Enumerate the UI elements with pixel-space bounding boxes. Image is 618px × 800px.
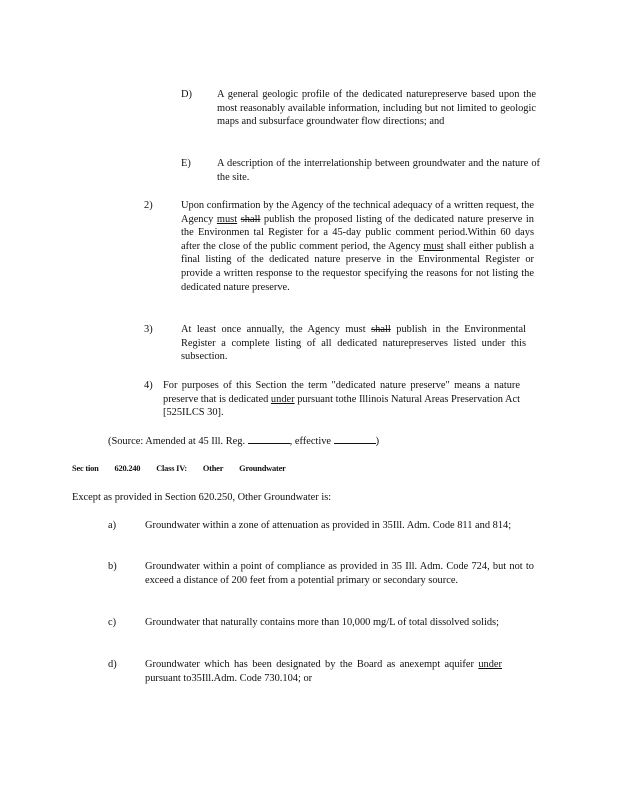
item-d-text-part: pursuant to35Ill.Adm. Code 730.104; or xyxy=(145,672,313,684)
item-label-2: 2) xyxy=(144,200,153,211)
item-text-c: Groundwater that naturally contains more than 10,000 mg/L of total dissolved solids; xyxy=(145,617,499,628)
item-label-d-lower: d) xyxy=(108,659,117,670)
item-text-4 xyxy=(163,379,520,420)
item-d-text-part: Groundwater which has been designated by the Board as anexempt aquifer xyxy=(145,659,479,670)
item-text-e-upper: A description of the interrelationship between groundwater and the nature of the site. xyxy=(217,158,540,183)
section-number: 620.240 xyxy=(114,464,141,473)
section-word: Sec tion xyxy=(72,464,99,473)
item-label-a: a) xyxy=(108,520,117,531)
source-text: ) xyxy=(375,436,380,447)
item3-text-part: publish in the Environmental Register a complete listing of all dedicated naturepreserves listed under this subsection. xyxy=(181,324,527,363)
item-label-e-upper: E) xyxy=(181,158,191,169)
item-label-3: 3) xyxy=(144,324,153,335)
item4-text-part: For purposes of this Section the term "dedicated nature preserve" means a nature preserve that is dedicated xyxy=(163,380,520,405)
item-label-c: c) xyxy=(108,617,117,628)
item-text-d-lower xyxy=(145,658,502,685)
item-text-3 xyxy=(181,323,526,364)
blank-line xyxy=(334,434,376,444)
item2-text-part: shall either publish a final listing of the dedicated nature preserve in the Environmental Register or provide a written response to the requestor specifying the reasons for not listing the dedicated nature preserve. xyxy=(181,240,534,293)
item-text-a: Groundwater within a zone of attenuation as provided in 35Ill. Adm. Code 811 and 814; xyxy=(145,520,512,531)
item3-text-part: At least once annually, the Agency must xyxy=(181,324,372,335)
item-label-b: b) xyxy=(108,561,117,572)
item4-text-part: pursuant tothe Illinois Natural Areas Preservation Act [525ILCS 30]. xyxy=(163,393,520,419)
section-groundwater: Groundwater xyxy=(239,464,286,473)
source-note xyxy=(108,434,528,449)
inserted-under: under xyxy=(478,659,502,670)
section-heading xyxy=(72,464,300,473)
struck-shall: shall xyxy=(371,324,391,335)
section-other: Other xyxy=(202,464,224,473)
item-label-4: 4) xyxy=(144,380,153,391)
item-text-d-upper: A general geologic profile of the dedicated naturepreserve based upon the most reasonably available information, including but not limited to geologic maps and subsurface groundwater flow directions; and xyxy=(217,89,536,128)
item2-text-part: Upon confirmation by the Agency of the technical adequacy of a written request, the Agency xyxy=(181,200,534,225)
blank-line xyxy=(248,434,290,444)
section-class: Class IV: xyxy=(156,464,187,473)
inserted-must: must xyxy=(216,213,238,225)
intro-text: Except as provided in Section 620.250, Other Groundwater is: xyxy=(72,492,332,503)
item2-text-part: publish the proposed listing of the dedicated nature preserve in the Environmen tal Register for a 45-day public comment period.Within 60 days after the close of the public comment period, the Agency xyxy=(181,213,534,252)
item-label-d-upper: D) xyxy=(181,89,192,100)
item-text-b: Groundwater within a point of compliance as provided in 35 Ill. Adm. Code 724, but not to exceed a distance of 200 feet from a potential primary or secondary source. xyxy=(145,561,534,586)
inserted-must: must xyxy=(423,240,444,252)
item-text-2 xyxy=(181,199,534,294)
source-text: (Source: Amended at 45 Ill. Reg. xyxy=(108,436,248,447)
source-text: , effective xyxy=(289,436,334,447)
inserted-under: under xyxy=(270,393,295,405)
struck-shall: shall xyxy=(240,213,261,225)
